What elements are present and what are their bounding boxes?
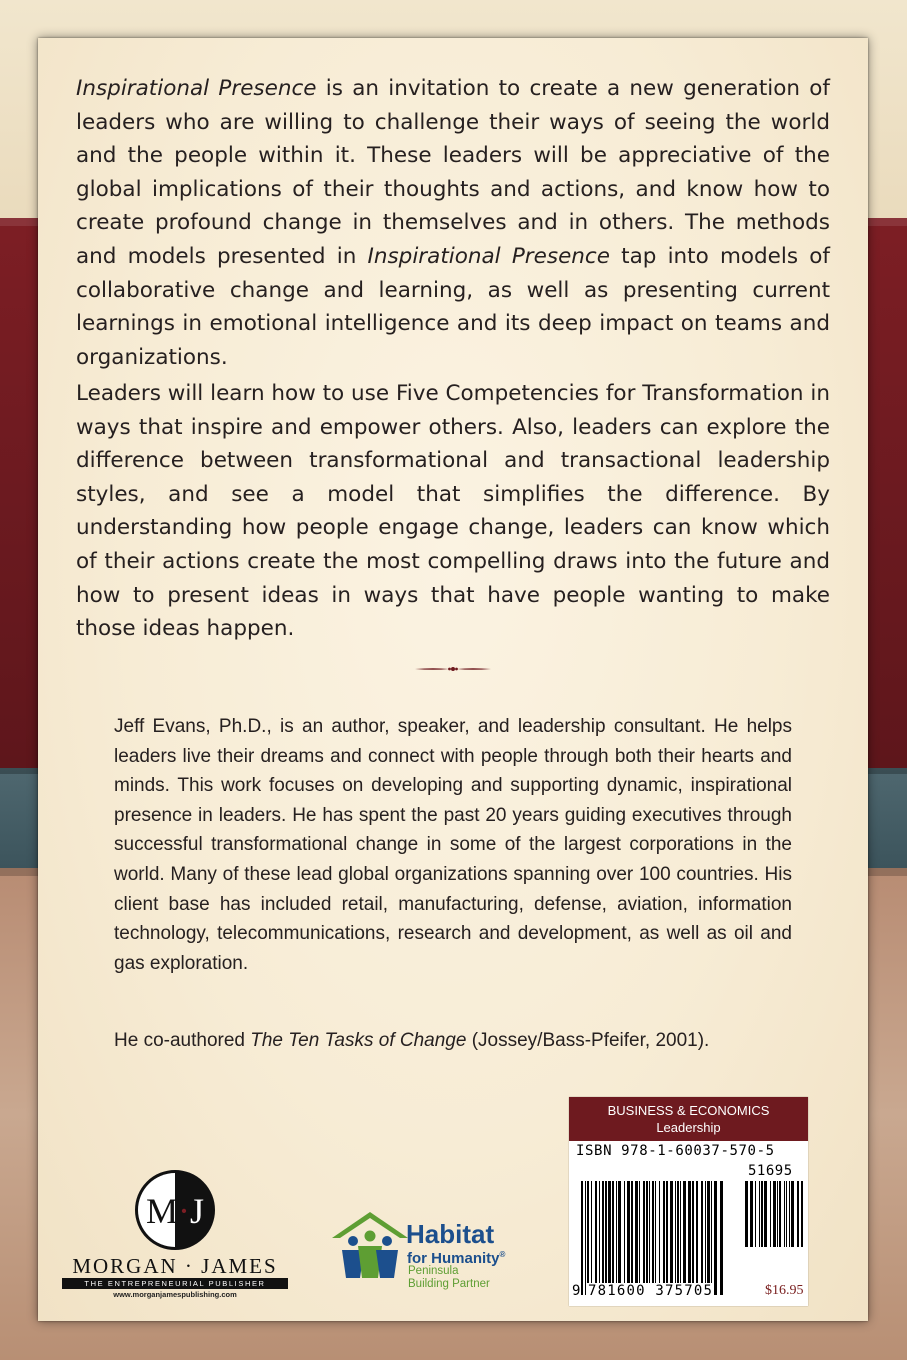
barcode-bar	[670, 1181, 673, 1295]
morgan-james-logo	[60, 1170, 290, 1300]
monogram-m: M	[145, 1191, 178, 1231]
barcode-bar	[675, 1181, 676, 1295]
barcode-bar	[770, 1181, 771, 1247]
coauthored-line	[114, 1026, 792, 1056]
publisher-tagline: THE ENTREPRENEURIAL PUBLISHER	[62, 1278, 288, 1289]
habitat-peninsula: Peninsula	[408, 1265, 459, 1277]
habitat-building-partner: Building Partner	[408, 1278, 490, 1290]
barcode-bar	[761, 1181, 763, 1247]
barcode-bar	[639, 1181, 640, 1295]
barcode-bar	[605, 1181, 607, 1295]
barcode-bar	[618, 1181, 621, 1295]
barcode-bar	[786, 1181, 787, 1247]
barcode-bar	[707, 1181, 710, 1295]
barcode-bar	[587, 1181, 589, 1295]
coauthored-suffix: (Jossey/Bass-Pfeifer, 2001).	[466, 1030, 710, 1051]
barcode-bar	[624, 1181, 625, 1295]
barcode-bar	[714, 1181, 717, 1295]
addon-code: 51695	[748, 1163, 793, 1179]
barcode-bar	[581, 1181, 583, 1295]
barcode-bar	[750, 1181, 753, 1247]
barcode-bar	[616, 1181, 617, 1295]
price-label: $16.95	[765, 1283, 804, 1298]
barcode-bar	[646, 1181, 648, 1295]
barcode-bar	[683, 1181, 686, 1295]
barcode-bar	[745, 1181, 748, 1247]
habitat-affiliate	[408, 1265, 490, 1291]
competencies-paragraph: Leaders will learn how to use Five Competencies for Transformation in ways that inspire and empower others. Also, leaders can explore the difference between transformational and transactional leadership styles, and see a model that simplifies the difference. By understanding how people engage change, leaders can know which of their actions create the most compelling draws into the future and how to present ideas in ways that have people wanting to make those ideas happen.	[76, 381, 830, 642]
intro-paragraph	[76, 72, 830, 374]
mj-monogram-icon: M·J	[135, 1170, 215, 1250]
barcode-bar	[791, 1181, 794, 1247]
barcode-bar	[602, 1181, 604, 1295]
book-title-italic: Inspirational Presence	[76, 76, 317, 101]
publisher-url: www.morganjamespublishing.com	[113, 1290, 237, 1299]
habitat-house-icon	[330, 1208, 410, 1282]
registered-mark: ®	[499, 1250, 506, 1259]
barcode-bar	[779, 1181, 781, 1247]
barcode-bar	[764, 1181, 767, 1247]
barcode-bar	[773, 1181, 776, 1247]
barcode-bar	[627, 1181, 630, 1295]
barcode-bar	[599, 1181, 600, 1295]
barcode-bar	[797, 1181, 799, 1247]
barcode-bar	[608, 1181, 611, 1295]
barcode-bar	[759, 1181, 760, 1247]
publisher-name: MORGAN · JAMES	[72, 1254, 278, 1278]
isbn-label: ISBN 978-1-60037-570-5	[576, 1143, 775, 1159]
barcode-bar	[784, 1181, 785, 1247]
barcode-bar	[666, 1181, 668, 1295]
monogram-j: J	[190, 1191, 205, 1231]
barcode-bar	[659, 1181, 660, 1295]
barcode-bar	[720, 1181, 723, 1295]
barcode-bar	[701, 1181, 703, 1295]
barcode-bar	[663, 1181, 665, 1295]
barcode-bar	[649, 1181, 650, 1295]
barcode-bar	[680, 1181, 681, 1295]
barcode-bar	[777, 1181, 778, 1247]
coauthored-book-title: The Ten Tasks of Change	[250, 1030, 467, 1051]
habitat-logo	[330, 1208, 530, 1303]
subcategory-label: Leadership	[656, 1120, 721, 1135]
coauthored-prefix: He co-authored	[114, 1030, 251, 1051]
barcode-bar	[635, 1181, 638, 1295]
ean-digits: 781600 375705	[588, 1283, 714, 1299]
ean-first-digit: 9	[572, 1283, 581, 1299]
ornament-divider-icon	[415, 664, 491, 674]
barcode-bar	[789, 1181, 790, 1247]
category-banner	[569, 1097, 808, 1141]
barcode-bar	[692, 1181, 694, 1295]
barcode-bar	[696, 1181, 698, 1295]
author-bio-paragraph: Jeff Evans, Ph.D., is an author, speaker, and leadership consultant. He helps leaders live their dreams and connect with people through both their hearts and minds. This work focuses on developing and supporting dynamic, inspirational presence in leaders. He has spent the past 20 years guiding executives through successful transformational change in some of the largest corporations in the world. Many of these lead global organizations spanning over 100 countries. His client base has included retail, manufacturing, defense, aviation, information technology, telecommunications, research and development, as well as oil and gas exploration.	[114, 716, 792, 974]
habitat-word: Habitat	[406, 1219, 495, 1249]
barcode-bar	[755, 1181, 756, 1247]
barcode-bar	[688, 1181, 691, 1295]
habitat-for-humanity	[407, 1247, 505, 1267]
barcode-box	[569, 1097, 808, 1306]
intro-text-part-1: is an invitation to create a new generation of leaders who are willing to challenge their ways of seeing the world and the people within it. These leaders will be appreciative of the global implications of their thoughts and actions, and know how to create profound change in themselves and in others. The methods and models presented in	[76, 76, 830, 269]
barcode-bar	[585, 1181, 586, 1295]
barcode-bar	[655, 1181, 656, 1295]
barcode-bar	[652, 1181, 654, 1295]
addon-barcode-icon	[745, 1181, 803, 1247]
book-title-italic: Inspirational Presence	[367, 243, 610, 269]
barcode-bar	[643, 1181, 645, 1295]
barcode-bar	[612, 1181, 614, 1295]
ean-barcode-icon	[581, 1181, 727, 1295]
habitat-line2: for Humanity	[407, 1250, 500, 1267]
barcode-bar	[711, 1181, 712, 1295]
barcode-bar	[801, 1181, 803, 1247]
intro-text-part-2: tap into models of collaborative change and learning, as well as presenting current learnings in emotional intelligence and its deep impact on teams and organizations.	[76, 243, 830, 370]
barcode-bar	[631, 1181, 633, 1295]
barcode-bar	[595, 1181, 597, 1295]
barcode-bar	[705, 1181, 706, 1295]
barcode-bar	[677, 1181, 679, 1295]
barcode-bar	[591, 1181, 592, 1295]
category-label: BUSINESS & ECONOMICS	[607, 1103, 770, 1118]
